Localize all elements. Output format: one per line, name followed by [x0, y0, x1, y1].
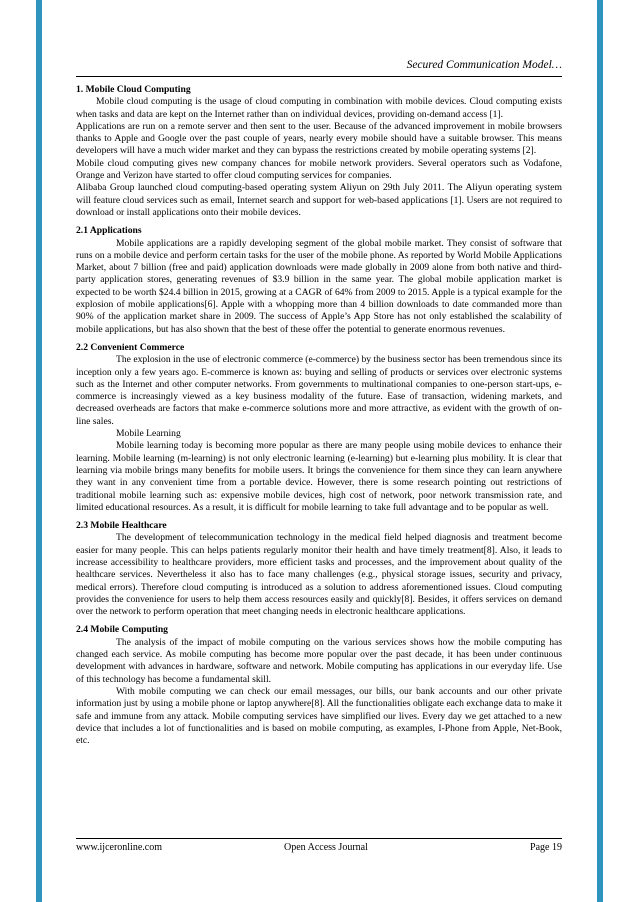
- footer-journal-name: Open Access Journal: [284, 842, 368, 853]
- header-divider: [76, 76, 562, 77]
- right-margin-bar: [597, 0, 603, 902]
- page-label: Page: [530, 842, 550, 853]
- left-margin-bar: [36, 0, 42, 902]
- section-heading-mobile-computing: 2.4 Mobile Computing: [76, 624, 168, 636]
- section-heading-convenient-commerce: 2.2 Convenient Commerce: [76, 341, 185, 353]
- paragraph: Applications are run on a remote server and then sent to the user. Because of the advanced improvement in mobile browsers thanks to Apple and Google over the past couple of years, nearly every mobile should have a suitable browser. This means developers will have a much wider market and they can bypass the restrictions created by mobile operating systems [2].: [76, 120, 562, 157]
- page-number: 19: [552, 842, 562, 853]
- paragraph: With mobile computing we can check our email messages, our bills, our bank accounts and our other private information just by using a mobile phone or laptop anywhere[8]. All the functionalities obligate each exchange data to make it safe and immune from any attack. Mobile computing services have simplified our lives. Every day we get attached to a new device that includes a lot of functionalities and is based on mobile computing, as examples, I-Phone from Apple, Net-Book, etc.: [76, 685, 562, 747]
- paragraph: Mobile cloud computing gives new company chances for mobile network providers. Several operators such as Vodafone, Orange and Verizon have started to offer cloud computing services for companies.: [76, 157, 562, 182]
- page-body: [76, 84, 562, 747]
- footer-page-number: [530, 842, 562, 853]
- subheading-mobile-learning: Mobile Learning: [116, 428, 181, 440]
- paragraph: The development of telecommunication technology in the medical field helped diagnosis and treatment become easier for many people. This can helps patients regularly monitor their health and have timely treatment[8]. Also, it leads to increase accessibility to healthcare providers, more efficient tasks and processes, and the improvement about quality of the healthcare services. Nevertheless it also has to face many challenges (e.g., physical storage issues, security and privacy, medical errors). Therefore cloud computing is introduced as a solution to address aforementioned issues. Cloud computing provides the convenience for users to help them access resources easily and quickly[8]. Besides, it offers services on demand over the network to perform operation that meet changing needs in electronic healthcare applications.: [76, 532, 562, 618]
- paragraph: Mobile cloud computing is the usage of cloud computing in combination with mobile devices. Cloud computing exists when tasks and data are kept on the Internet rather than on individual devices, providing on-demand access [1].: [76, 96, 562, 120]
- paragraph: Alibaba Group launched cloud computing-based operating system Aliyun on 29th July 2011. The Aliyun operating system will feature cloud services such as email, Internet search and support for web-based applications [1]. Users are not required to download or install applications onto their mobile devices.: [76, 182, 562, 218]
- paragraph: Mobile learning today is becoming more popular as there are many people using mobile devices to enhance their learning. Mobile learning (m-learning) is not only electronic learning (e-learning) but e-learning plus mobility. It is clear that learning via mobile brings many benefits for mobile users. It brings the convenience for them since they can learn anywhere they want in any convenient time from a portable device. However, there is some research pointing out restrictions of traditional mobile learning such as: expensive mobile devices, high cost of network, poor network transmission rate, and limited educational resources. As a result, it is difficult for mobile learning to take full advantage and to be popular as well.: [76, 440, 562, 513]
- paragraph: Mobile applications are a rapidly developing segment of the global mobile market. They consist of software that runs on a mobile device and perform certain tasks for the user of the mobile phone. As reported by World Mobile Applications Market, about 7 billion (free and paid) application downloads were made globally in 2009 alone from both native and third-party application stores, generating revenues of $3.9 billion in the same year. The global mobile application market is expected to be worth $24.4 billion in 2015, growing at a CAGR of 64% from 2009 to 2015. Apple is a typical example for the explosion of mobile applications[6]. Apple with a whopping more than 4 billion downloads to date commanded more than 90% of the application market share in 2009. The success of Apple’s App Store has not only established the scalability of mobile applications, but has also shown that the best of these offer the potential to generate enormous revenues.: [76, 237, 562, 335]
- section-heading-applications: 2.1 Applications: [76, 225, 142, 237]
- running-header: Secured Communication Model…: [406, 59, 562, 71]
- section-heading-mobile-healthcare: 2.3 Mobile Healthcare: [76, 520, 167, 532]
- paragraph: The explosion in the use of electronic commerce (e-commerce) by the business sector has been tremendous since its inception only a few years ago. E-commerce is known as: buying and selling of products or services over electronic systems such as the Internet and other computer networks. From governments to multinational companies to one-person start-ups, e-commerce is increasingly viewed as a key business modality of the future. Ease of transaction, widening markets, and decreased overheads are factors that make e-commerce solutions more and more attractive, as evident with the growth of on-line sales.: [76, 354, 562, 427]
- paragraph: The analysis of the impact of mobile computing on the various services shows how the mobile computing has changed each service. As mobile computing has become more popular over the past decade, it has been under continuous development with advances in hardware, software and network. Mobile computing has applications in our everyday life. Use of this technology has become a fundamental skill.: [76, 636, 562, 685]
- section-heading-mobile-cloud-computing: 1. Mobile Cloud Computing: [76, 84, 191, 95]
- footer-divider: [76, 838, 562, 839]
- footer-website-link[interactable]: www.ijceronline.com: [76, 842, 162, 853]
- page-footer: [76, 842, 562, 856]
